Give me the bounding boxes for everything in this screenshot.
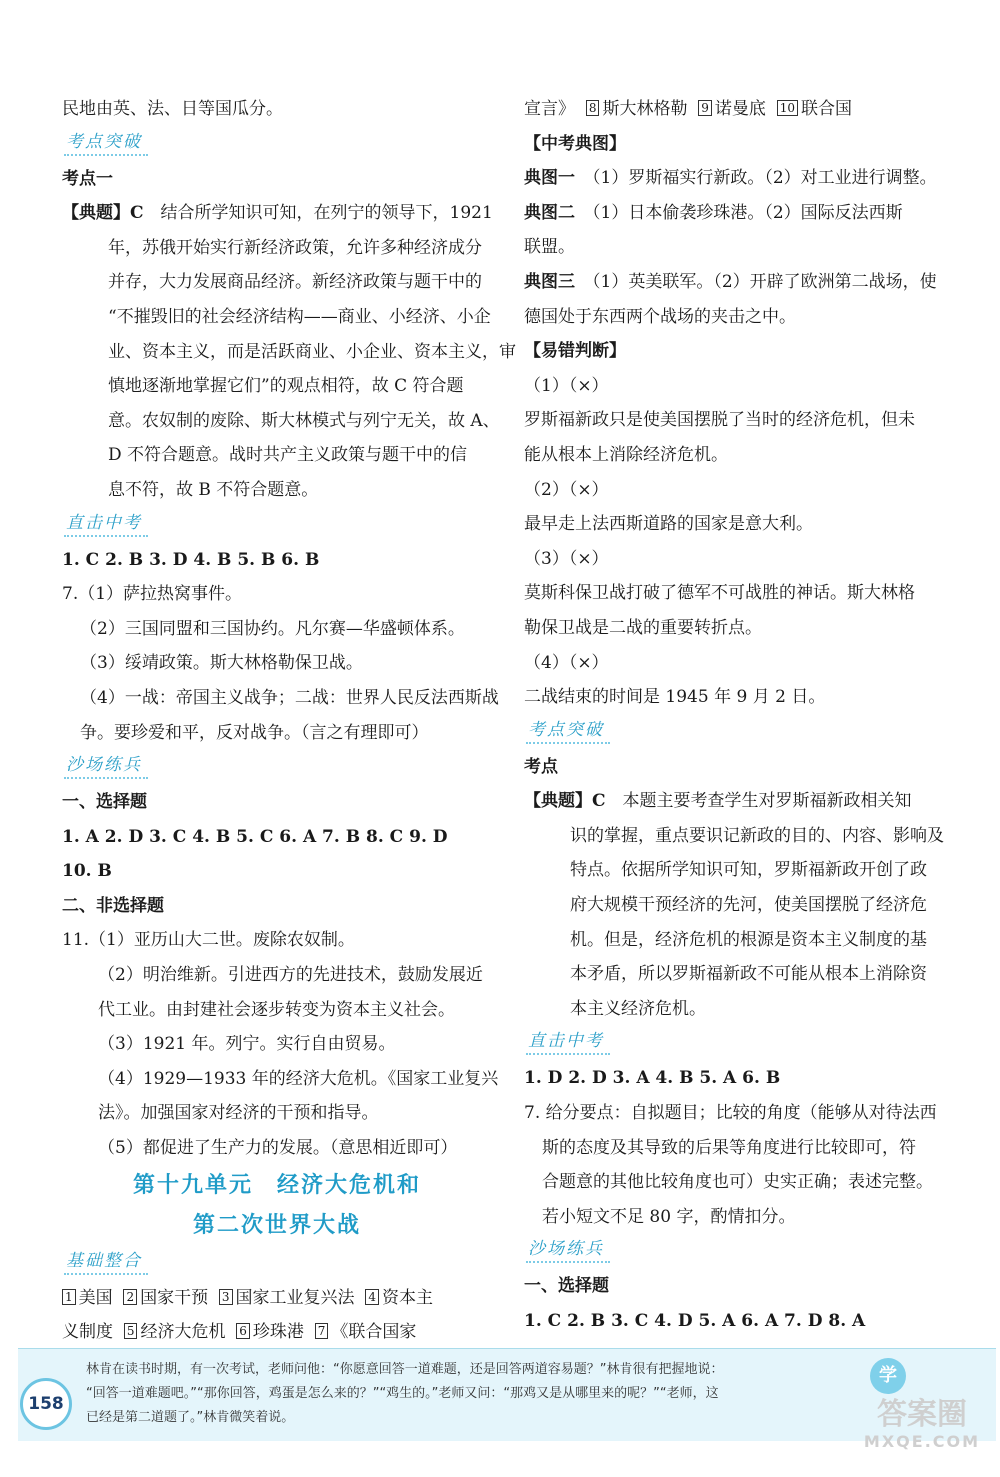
diantu-tag: 典图三 bbox=[524, 271, 575, 292]
answer-row: 1. C 2. B 3. D 4. B 5. B 6. B bbox=[62, 549, 320, 570]
answer-row: 1. D 2. D 3. A 4. B 5. A 6. B bbox=[524, 1068, 781, 1089]
diantu-text: （1）罗斯福实行新政。（2）对工业进行调整。 bbox=[592, 168, 937, 189]
item-text: 国家干预 bbox=[140, 1287, 209, 1308]
q7-line: 7.（1）萨拉热窝事件。 bbox=[62, 584, 243, 605]
diantu-tag: 典图一 bbox=[524, 168, 575, 189]
right-column bbox=[524, 92, 956, 1339]
diantu-tag: 典图二 bbox=[524, 202, 575, 223]
intro-text: 民地由英、法、日等国瓜分。 bbox=[62, 99, 283, 119]
q11-line: 代工业。由封建社会逐步转变为资本主义社会。 bbox=[98, 999, 455, 1020]
yicuo-line: 能从根本上消除经济危机。 bbox=[524, 444, 728, 465]
q7-line: （4）一战：帝国主义战争；二战：世界人民反法西斯战 bbox=[80, 687, 499, 708]
left-column bbox=[62, 92, 516, 1350]
yicuo-line: 罗斯福新政只是使美国摆脱了当时的经济危机，但未 bbox=[524, 410, 915, 431]
q7-line: 合题意的其他比较角度也可）史实正确；表述完整。 bbox=[542, 1172, 933, 1193]
item-text: 联合国 bbox=[801, 99, 852, 119]
q11-line: （3）1921 年。列宁。实行自由贸易。 bbox=[98, 1034, 396, 1055]
dianti-line: 本矛盾，所以罗斯福新政不可能从根本上消除资 bbox=[570, 964, 927, 985]
item-text: 斯大林格勒 bbox=[602, 99, 688, 119]
dianti-line: 本题主要考查学生对罗斯福新政相关知 bbox=[622, 791, 912, 812]
dianti-line: 特点。依据所学知识可知，罗斯福新政开创了政 bbox=[570, 860, 927, 881]
dianti-line: 本主义经济危机。 bbox=[570, 998, 706, 1019]
q11-line: （2）明治维新。引进西方的先进技术，鼓励发展近 bbox=[98, 965, 483, 986]
jichu-row bbox=[62, 1315, 492, 1350]
section-heading-zhiji: 直击中考 bbox=[64, 512, 148, 537]
q7-line: 若小短文不足 80 字，酌情扣分。 bbox=[542, 1206, 796, 1227]
yicuo-line: （2）（×） bbox=[524, 479, 609, 500]
dianti-line: 年，苏俄开始实行新经济政策，允许多种经济成分 bbox=[108, 237, 482, 258]
footer-line: “回答一道难题吧。”“那你回答，鸡蛋是怎么来的？”“鸡生的。”老师又问：“那鸡又是从哪里来的呢？”“老师，这 bbox=[86, 1386, 719, 1401]
diantu-text: 德国处于东西两个战场的夹击之中。 bbox=[524, 306, 796, 327]
q7-line: （2）三国同盟和三国协约。凡尔赛—华盛顿体系。 bbox=[80, 618, 465, 639]
q11-line: （4）1929—1933 年的经济大危机。《国家工业复兴 bbox=[98, 1068, 499, 1089]
dianti-block bbox=[524, 784, 956, 1026]
yicuo-line: 二战结束的时间是 1945 年 9 月 2 日。 bbox=[524, 687, 826, 708]
item-number-box: 3 bbox=[219, 1289, 233, 1305]
footer-line: 林肯在读书时期，有一次考试，老师问他：“你愿意回答一道难题，还是回答两道容易题？”林肯很有把握地说： bbox=[86, 1362, 724, 1377]
yicuo-line: （4）（×） bbox=[524, 652, 609, 673]
item-number-box: 8 bbox=[586, 100, 600, 116]
dianti-line: 并存，大力发展商品经济。新经济政策与题干中的 bbox=[108, 272, 482, 293]
item-number-box: 9 bbox=[698, 100, 712, 116]
choice-heading: 一、选择题 bbox=[62, 792, 147, 813]
yicuo-line: 勒保卫战是二战的重要转折点。 bbox=[524, 617, 762, 638]
page-number: 158 bbox=[20, 1378, 72, 1430]
item-number-box: 6 bbox=[236, 1323, 250, 1339]
dianti-block bbox=[62, 196, 516, 507]
item-text: 宣言》 bbox=[524, 99, 575, 119]
unit-title-line-1: 第十九单元 经济大危机和 bbox=[132, 1172, 421, 1198]
watermark-url: MXQE.COM bbox=[863, 1432, 981, 1451]
dianti-line: 慎地逐渐地掌握它们”的观点相符，故 C 符合题 bbox=[108, 376, 464, 397]
q7-line: （3）绥靖政策。斯大林格勒保卫战。 bbox=[80, 653, 363, 674]
dianti-line: 意。农奴制的废除、斯大林模式与列宁无关，故 A、 bbox=[108, 410, 500, 431]
dianti-line: 结合所学知识可知，在列宁的领导下，1921 bbox=[160, 203, 493, 224]
section-heading-shachang: 沙场练兵 bbox=[526, 1238, 610, 1263]
dianti-line: 识的掌握，重点要识记新政的目的、内容、影响及 bbox=[570, 825, 944, 846]
q7-line: 7. 给分要点：自拟题目；比较的角度（能够从对待法西 bbox=[524, 1103, 937, 1124]
yicuo-line: 莫斯科保卫战打破了德军不可战胜的神话。斯大林格 bbox=[524, 583, 915, 604]
kaodian-label: 考点 bbox=[524, 756, 558, 777]
yicuo-line: （1）（×） bbox=[524, 375, 609, 396]
watermark-logo bbox=[862, 1398, 982, 1458]
section-heading-shachang: 沙场练兵 bbox=[64, 754, 148, 779]
dianti-line: 业、资本主义，而是活跃商业、小企业、资本主义，审 bbox=[108, 341, 516, 362]
q7-line: 争。要珍爱和平，反对战争。（言之有理即可） bbox=[80, 722, 429, 743]
item-number-box: 10 bbox=[777, 100, 798, 116]
nonchoice-heading: 二、非选择题 bbox=[62, 895, 164, 916]
answer-row: 10. B bbox=[62, 861, 112, 882]
item-number-box: 4 bbox=[365, 1289, 379, 1305]
watermark-text: 答案圈 bbox=[877, 1397, 967, 1432]
jichu-continued-row bbox=[524, 92, 956, 127]
item-text: 国家工业复兴法 bbox=[235, 1287, 355, 1308]
item-text: 《联合国家 bbox=[331, 1322, 417, 1343]
dianti-line: 机。但是，经济危机的根源是资本主义制度的基 bbox=[570, 929, 927, 950]
q11-line: 法》。加强国家对经济的干预和指导。 bbox=[98, 1103, 379, 1124]
q7-line: 斯的态度及其导致的后果等角度进行比较即可，符 bbox=[542, 1137, 916, 1158]
item-text: 诺曼底 bbox=[714, 99, 766, 119]
kaodian-label: 考点一 bbox=[62, 168, 113, 189]
jichu-row bbox=[62, 1281, 492, 1316]
section-heading-zhiji: 直击中考 bbox=[526, 1030, 610, 1055]
choice-heading: 一、选择题 bbox=[524, 1276, 609, 1297]
yicuo-line: （3）（×） bbox=[524, 548, 609, 569]
zhongkao-diantu-heading: 【中考典图】 bbox=[524, 133, 626, 154]
q11-line: 11.（1）亚历山大二世。废除农奴制。 bbox=[62, 930, 355, 951]
yicuo-heading: 【易错判断】 bbox=[524, 341, 626, 362]
diantu-text: （1）日本偷袭珍珠港。（2）国际反法西斯 bbox=[592, 202, 903, 223]
q11-line: （5）都促进了生产力的发展。（意思相近即可） bbox=[98, 1138, 458, 1159]
item-number-box: 1 bbox=[62, 1289, 76, 1305]
item-text: 义制度 bbox=[62, 1322, 113, 1343]
answer-row: 1. C 2. B 3. C 4. D 5. A 6. A 7. D 8. A bbox=[524, 1311, 866, 1331]
item-number-box: 5 bbox=[124, 1323, 138, 1339]
item-number-box: 2 bbox=[123, 1289, 137, 1305]
yicuo-line: 最早走上法西斯道路的国家是意大利。 bbox=[524, 514, 813, 535]
answer-row: 1. A 2. D 3. C 4. B 5. C 6. A 7. B 8. C 9. D bbox=[62, 826, 448, 847]
section-heading-jichu: 基础整合 bbox=[64, 1250, 148, 1275]
diantu-text: （1）英美联军。（2）开辟了欧洲第二战场，使 bbox=[592, 271, 937, 292]
dianti-line: 息不符，故 B 不符合题意。 bbox=[108, 479, 319, 500]
footer-line: 已经是第二道题了。”林肯微笑着说。 bbox=[86, 1410, 295, 1425]
dianti-tag: 【典题】C bbox=[62, 203, 144, 224]
dianti-line: D 不符合题意。战时共产主义政策与题干中的信 bbox=[108, 445, 468, 466]
diantu-text: 联盟。 bbox=[524, 237, 575, 258]
item-text: 资本主 bbox=[382, 1287, 433, 1308]
learn-badge-icon: 学 bbox=[870, 1358, 906, 1394]
dianti-line: “不摧毁旧的社会经济结构——商业、小经济、小企 bbox=[108, 306, 491, 327]
section-heading-kaodian: 考点突破 bbox=[64, 131, 148, 156]
item-text: 美国 bbox=[78, 1287, 113, 1308]
item-number-box: 7 bbox=[315, 1323, 329, 1339]
section-heading-kaodian: 考点突破 bbox=[526, 719, 610, 744]
unit-title-line-2: 第二次世界大战 bbox=[192, 1212, 361, 1238]
item-text: 经济大危机 bbox=[140, 1322, 226, 1343]
dianti-tag: 【典题】C bbox=[524, 791, 606, 812]
item-text: 珍珠港 bbox=[252, 1322, 304, 1343]
footer-anecdote bbox=[86, 1358, 846, 1430]
dianti-line: 府大规模干预经济的先河，使美国摆脱了经济危 bbox=[570, 895, 927, 916]
